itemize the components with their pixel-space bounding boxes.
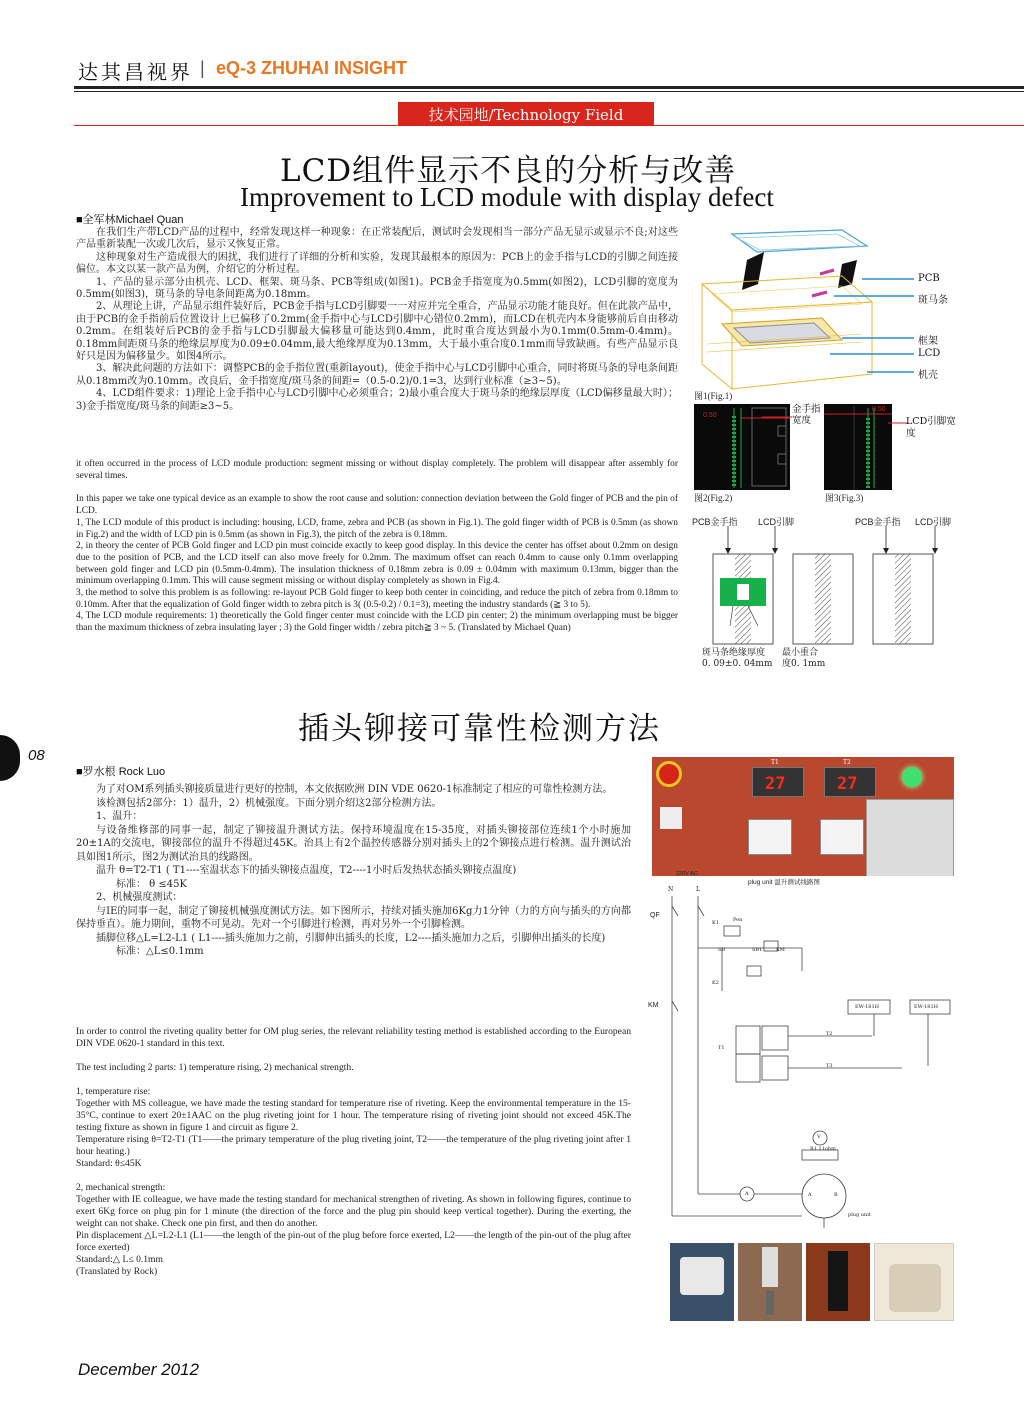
fig1-label-pcb: PCB	[918, 273, 940, 284]
fig4-overlap-diagram	[700, 526, 970, 654]
fig4-note-insulation	[702, 648, 772, 670]
paragraph: 4、LCD组件要求：1)理论上金手指中心与LCD引脚中心必须重合；2)最小重合度大于斑马条的绝缘层厚度（LCD偏移量最大时）；3)金手指宽度/斑马条的间距≥3~5。	[76, 388, 678, 412]
temperature-display-t1	[752, 759, 804, 797]
fig4-label-lcd-pin-2: LCD引脚	[915, 517, 952, 527]
fig1-label-frame: 框架	[918, 336, 938, 347]
paragraph: 为了对OM系列插头铆接质量进行更好的控制，本文依据欧洲 DIN VDE 0620-1标准制定了相应的可靠性检测方法。	[96, 784, 613, 795]
fig4-note-overlap	[782, 648, 825, 670]
paragraph: 与设备维修部的同事一起，制定了铆接温升测试方法。保持环境温度在15-35度，对插头铆接部位连续1个小时施加20±1A的交流电，铆接部位的温升不得超过45K。治具上有2个温控传感器分别对插头上的2个铆接点进行检测。温升测试治具如图1所示，图2为测试治具的线路图。	[76, 824, 631, 863]
display-t1-label: T1	[771, 759, 779, 766]
circuit-label-ammeter: A	[745, 1191, 749, 1197]
fig3-lcd-pin	[824, 404, 892, 490]
display-t2-value: 27	[837, 774, 858, 794]
fig4-label-gold-finger-1: PCB金手指	[692, 517, 738, 527]
fig1-label-housing: 机壳	[918, 370, 938, 381]
fig4-label-gold-finger-2: PCB金手指	[855, 517, 901, 527]
paragraph: Temperature rising θ=T2-T1 (T1——the primary temperature of the plug riveting joint, T2——the temperature of the plug riveting joint after 1 hour heating.)	[76, 1134, 631, 1157]
paragraph: In this paper we take one typical device as an example to show the root cause and solution: connection deviation between the Gold finger of PCB and the pin of LCD.	[76, 494, 678, 517]
article1-title-en: Improvement to LCD module with display defect	[240, 182, 774, 212]
mech-test-photo-1	[670, 1243, 734, 1321]
indicator-light-icon	[902, 767, 922, 787]
fig2-leader	[762, 410, 796, 424]
paragraph: 插脚位移△L=L2-L1 ( L1----插头施加力之前，引脚伸出插头的长度，L2----插头施加力之后，引脚伸出插头的长度)	[96, 932, 606, 944]
paragraph: 与IE的同事一起，制定了铆接机械强度测试方法。如下图所示，持续对插头施加6Kg力1分钟（力的方向与插头的方向都保持垂直）。施力期间，重物不可晃动。先对一个引脚进行检测，再对另外一个引脚检测。	[76, 905, 631, 930]
circuit-label-l: L	[696, 886, 700, 893]
circuit-title: plug unit 温升测试线路图	[748, 879, 820, 886]
fig4-note-overlap-value: 度0. 1mm	[782, 659, 826, 669]
section-rule	[74, 125, 1024, 126]
mech-test-photo-4	[874, 1243, 954, 1321]
circuit-label-t1: T1	[718, 1045, 725, 1051]
paragraph: 4, The LCD module requirements: 1) theoretically the Gold finger center must coincide with the LCD pin center; 2) the minimum overlapping must be bigger than the maximum thickness of zebra insulating layer ; 3) the Gold finger width / zebra pitch≧ 3 ~ 5. (Translated by Michael Quan)	[76, 611, 678, 634]
paragraph: 2、机械强度测试：	[96, 892, 183, 903]
issue-date: December 2012	[78, 1360, 199, 1379]
fig3-value: 0.50	[872, 406, 886, 413]
paragraph: Standard: θ≤45K	[76, 1158, 142, 1169]
circuit-label-r1: R1 11ohm	[810, 1146, 836, 1152]
circuit-label-pen: Pen	[733, 917, 743, 923]
circuit-power-label: 220V AC	[676, 871, 698, 877]
circuit-label-v: V	[817, 1134, 821, 1140]
paragraph: 1、产品的显示部分由机壳、LCD、框架、斑马条、PCB等组成(如图1)。PCB金手指宽度为0.5mm(如图2)，LCD引脚的宽度为0.5mm(如图3)，斑马条的导电条间距离为0.18mm。	[76, 276, 678, 301]
fig4-note-insulation-label: 斑马条绝缘厚度	[702, 648, 766, 658]
circuit-label-n: N	[668, 886, 674, 893]
paragraph: 2, mechanical strength:	[76, 1182, 166, 1193]
circuit-label-sb1: SB1	[752, 947, 763, 953]
paragraph: 该检测包括2部分：1）温升，2）机械强度。下面分别介绍这2部分检测方法。	[96, 797, 442, 809]
paragraph: 温升 θ=T2-T1 ( T1----室温状态下的插头铆接点温度，T2----1小时后发热状态插头铆接点温度)	[96, 865, 517, 876]
paragraph: Together with IE colleague, we have made the testing standard for mechanical strengthen of riveting. As shown in following figures, continue to exert 6Kg force on plug pin for 1 minute (the direction of the force and the plug pin should keep vertical together). During the exerting, the weight can not shake. Check one pin first, and then do another.	[76, 1194, 631, 1229]
display-t2-label: T2	[843, 759, 851, 766]
circuit-label-t3: T3	[826, 1063, 833, 1069]
paragraph: In order to control the riveting quality better for OM plug series, the relevant reliability testing method is established according to the European DIN VDE 0620-1 standard in this text.	[76, 1026, 631, 1049]
circuit-diagram	[652, 876, 954, 1238]
fig4-note-overlap-label: 最小重合	[782, 648, 819, 658]
circuit-label-t2: T2	[826, 1031, 833, 1037]
voltmeter-icon	[748, 819, 792, 855]
magazine-title-cn: 达其昌视界	[78, 60, 193, 84]
page-number: 08	[28, 747, 45, 764]
temperature-display-t2	[824, 759, 876, 797]
fig3-label: LCD引脚宽度	[906, 416, 956, 439]
paragraph: it often occurred in the process of LCD module production: segment missing or without display completely. The problem will disappear after assembly for several times.	[76, 459, 678, 481]
paragraph: Pin displacement △L=L2-L1 (L1——the length of the pin-out of the plug before force exerted, L2——the length of the pin-out of the plug after force exerted)	[76, 1230, 631, 1253]
paragraph: (Translated by Rock)	[76, 1266, 158, 1277]
article2-cn-body	[76, 783, 631, 959]
paragraph: 3, the method to solve this problem is as following: re-layout PCB Gold finger to keep both center in coinciding, and reduce the pitch of zebra from 0.18mm to 0.10mm. After that the equalization of Gold finger width to zebra pitch is 3( (0.5-0.2) / 0.1=3), meeting the industry standards (≧ 3 to 5).	[76, 588, 678, 610]
fig2-label: 金手指宽度	[792, 404, 821, 426]
breaker-icon	[660, 807, 682, 829]
circuit-label-k1: K1	[712, 920, 719, 926]
display-t1-value: 27	[765, 774, 786, 794]
article1-cn-body	[76, 227, 678, 413]
circuit-label-a: A	[808, 1192, 812, 1198]
ammeter-icon	[820, 819, 864, 855]
paragraph: The test including 2 parts: 1) temperature rising, 2) mechanical strength.	[76, 1062, 354, 1073]
fig1-exploded-view	[692, 224, 1012, 392]
mech-test-photo-3	[806, 1243, 870, 1321]
header-rule-thin	[74, 91, 1024, 92]
paragraph: 3、解决此问题的方法如下：调整PCB的金手指位置(重新layout)，使金手指中心与LCD引脚中心重合，同时将斑马条的导电条间距从0.18mm改为0.10mm。改良后，金手指宽度/斑马条的间距=（0.5-0.2)/0.1=3，达到行业标准（≥3~5)。	[76, 363, 678, 387]
magazine-title-en: eQ-3 ZHUHAI INSIGHT	[216, 58, 408, 78]
fig4-note-insulation-value: 0. 09±0. 04mm	[702, 659, 773, 669]
paragraph: Standard:△ L≤ 0.1mm	[76, 1254, 163, 1265]
page-tab	[0, 735, 20, 781]
section-banner: 技术园地/Technology Field	[398, 102, 654, 126]
fig4-label-lcd-pin-1: LCD引脚	[758, 517, 795, 527]
circuit-label-ew2: EW-181H	[914, 1004, 939, 1010]
paragraph: 这种现象对生产造成很大的困扰，我们进行了详细的分析和实验，发现其最根本的原因为：PCB上的金手指与LCD的引脚之间连接偏位。本文以某一款产品为例，介绍它的分析过程。	[76, 251, 678, 276]
article2-en-body	[76, 1026, 631, 1278]
circuit-label-km2: KM	[776, 947, 785, 953]
paragraph: Together with MS colleague, we have made the testing standard for temperature rise of riveting. Keep the environmental temperature in the 15-35°C, continue to exert 20±1AAC on the plug riveting joint for 1 hour. The temperature rising of riveting joint should not exceed 45K.The testing fixture as shown in figure 1 and circuit as figure 2.	[76, 1098, 631, 1133]
mech-test-photo-2	[738, 1243, 802, 1321]
emergency-stop-icon	[656, 761, 682, 787]
circuit-label-k2: K2	[712, 980, 719, 986]
fig2-value: 0.50	[703, 412, 717, 419]
paragraph: 2, in theory the center of PCB Gold finger and LCD pin must coincide exactly to keep good display. In this device the center has offset about 0.2mm on design due to the position of PCB, and the LCD itself can also move freely for 0.2mm. The maximum offset can reach 0.4mm to cause only 0.1mm overlapping between gold finger and LCD pin (0.5mm-0.4mm). The insulation thickness of 0.18mm zebra is 0.09 ± 0.04mm with maximum 0.13mm, bigger than the minimum overlapping 0.1mm. This will cause segment missing or without display completely as shown in Fig.4.	[76, 541, 678, 587]
paragraph: 标准： θ ≤45K	[116, 878, 187, 890]
article1-en-body	[76, 459, 678, 635]
fig1-caption: 图1(Fig.1)	[694, 391, 733, 401]
paragraph: 2、从理论上讲，产品显示组件装好后，PCB金手指与LCD引脚要一一对应并完全重合，产品显示功能才能良好。但在此款产品中，由于PCB的金手指前后位置设计上已偏移了0.2mm(金手指中心与LCD引脚中心错位0.2mm)，而LCD在机壳内本身能够前后自由移动0.2mm。在组装好后PCB的金手指与LCD引脚最大偏移量可能达到0.4mm，此时重合度达到最小为0.1mm(0.5mm-0.4mm)。0.18mm间距斑马条的绝缘层厚度为0.09±0.04mm,最大绝缘厚度为0.13mm，大于最小重合度0.1mm而导致缺画。有些产品显示良好只是因为偏移量少。如图4所示。	[76, 301, 678, 363]
article1-title-cn: LCD组件显示不良的分析与改善	[280, 153, 737, 189]
circuit-label-km: KM	[648, 1002, 659, 1009]
circuit-label-plug-unit: plug unit	[848, 1212, 871, 1218]
article2-title-cn: 插头铆接可靠性检测方法	[298, 711, 661, 747]
paragraph: 1, The LCD module of this product is including: housing, LCD, frame, zebra and PCB (as shown in Fig.1). The gold finger width of PCB is 0.5mm (as shown in Fig.2) and the width of LCD pin is 0.5mm (as shown in Fig.3), the pitch of the zebra is 0.18mm.	[76, 517, 678, 540]
paragraph: 1、温升：	[96, 811, 143, 822]
circuit-label-sb: SB	[718, 947, 726, 953]
circuit-label-b: B	[834, 1192, 838, 1198]
fig1-label-lcd: LCD	[918, 348, 941, 359]
fig2-caption: 图2(Fig.2)	[694, 493, 733, 503]
fig1-label-zebra: 斑马条	[918, 295, 948, 306]
fig3-caption: 图3(Fig.3)	[825, 493, 864, 503]
header-rule	[74, 86, 1024, 89]
paragraph: 1, temperature rise:	[76, 1086, 151, 1097]
paragraph: 标准：△L≤0.1mm	[116, 946, 204, 957]
circuit-label-ew1: EW-181H	[855, 1004, 880, 1010]
paragraph: 在我们生产带LCD产品的过程中，经常发现这样一种现象：在正常装配后，测试时会发现相当一部分产品无显示或显示不良;对这些产品重新装配一次或几次后，显示又恢复正常。	[76, 227, 678, 251]
article2-author: ■罗水根 Rock Luo	[76, 766, 166, 778]
circuit-label-qf: QF	[650, 912, 660, 919]
header-separator: |	[200, 58, 205, 78]
test-fixture-photo	[652, 757, 954, 877]
article1-author: ■全军林Michael Quan	[76, 214, 184, 226]
plug-fixture-icon	[866, 799, 954, 877]
